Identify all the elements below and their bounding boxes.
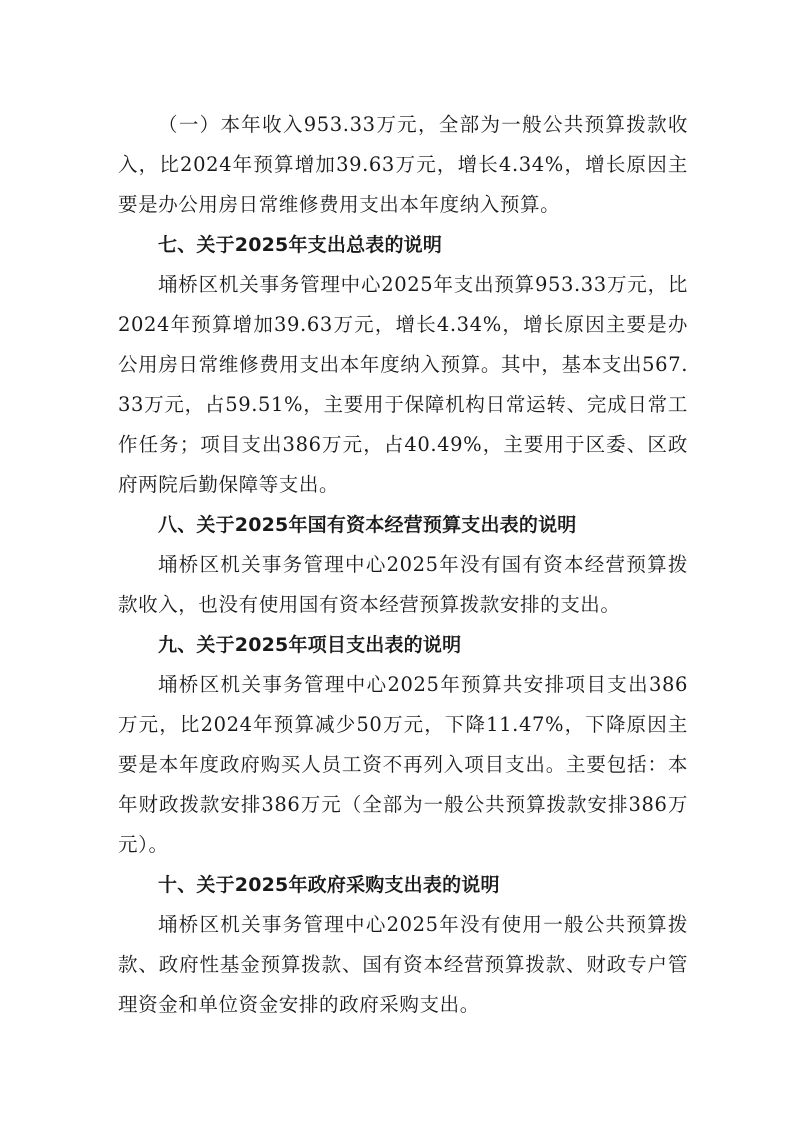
paragraph-income: （一）本年收入953.33万元，全部为一般公共预算拨款收入，比2024年预算增加39.63万元，增长4.34%，增长原因主要是办公用房日常维修费用支出本年度纳入预算。 (118, 113, 688, 216)
paragraph-project-expenditure: 埇桥区机关事务管理中心2025年预算共安排项目支出386万元，比2024年预算减少50万元，下降11.47%，下降原因主要是本年度政府购买人员工资不再列入项目支出。主要包括：本年财政拨款安排386万元（全部为一般公共预算拨款安排386万元）。 (118, 673, 688, 856)
section-heading-8: 八、关于2025年国有资本经营预算支出表的说明 (158, 514, 577, 536)
paragraph-expenditure-total: 埇桥区机关事务管理中心2025年支出预算953.33万元，比2024年预算增加39.63万元，增长4.34%，增长原因主要是办公用房日常维修费用支出本年度纳入预算。其中，基本支出567.33万元，占59.51%，主要用于保障机构日常运转、完成日常工作任务；项目支出386万元，占40.49%，主要用于区委、区政府两院后勤保障等支出。 (118, 273, 688, 496)
paragraph-government-procurement: 埇桥区机关事务管理中心2025年没有使用一般公共预算拨款、政府性基金预算拨款、国有资本经营预算拨款、财政专户管理资金和单位资金安排的政府采购支出。 (118, 913, 688, 1016)
section-heading-7: 七、关于2025年支出总表的说明 (158, 234, 443, 256)
paragraph-state-capital: 埇桥区机关事务管理中心2025年没有国有资本经营预算拨款收入，也没有使用国有资本经营预算拨款安排的支出。 (118, 553, 688, 616)
document-body (118, 105, 688, 1025)
section-heading-10: 十、关于2025年政府采购支出表的说明 (158, 874, 500, 896)
section-heading-9: 九、关于2025年项目支出表的说明 (158, 634, 462, 656)
